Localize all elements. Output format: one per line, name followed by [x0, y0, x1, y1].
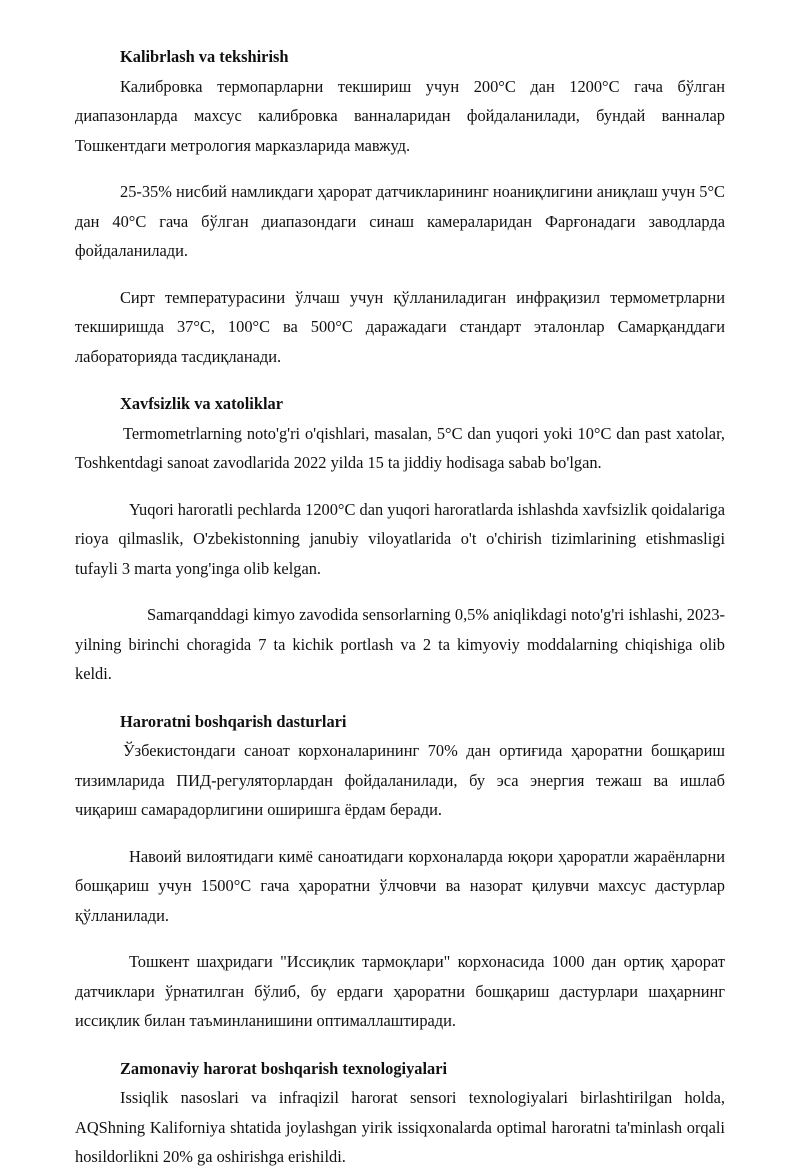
section-heading-safety: Xavfsizlik va xatoliklar: [120, 394, 283, 413]
paragraph: Samarqanddagi kimyo zavodida sensorlarning 0,5% aniqlikdagi noto'g'ri ishlashi, 2023-yilning birinchi choragida 7 ta kichik portlash va 2 ta kimyoviy moddalarning chiqishiga olib keldi.: [75, 605, 725, 683]
section-heading-control-programs: Haroratni boshqarish dasturlari: [120, 711, 347, 731]
paragraph: Issiqlik nasoslari va infraqizil harorat sensori texnologiyalari birlashtirilgan holda, AQShning Kaliforniya shtatida joylashgan yirik issiqxonalarda optimal haroratni ta'minlash orqali hosildorlikni 20% ga oshirishga erishildi.: [75, 1088, 725, 1166]
paragraph: 25-35% нисбий намликдаги ҳарорат датчикларининг ноаниқлигини аниқлаш учун 5°C дан 40°C гача бўлган диапазондаги синаш камераларидан Фарғонадаги заводларда фойдаланилади.: [75, 182, 725, 260]
section-heading-modern-technologies: Zamonaviy harorat boshqarish texnologiyalari: [120, 1058, 448, 1078]
document-page: [75, 42, 725, 1172]
paragraph: Навоий вилоятидаги кимё саноатидаги корхоналарда юқори ҳароратли жараёнларни бошқариш учун 1500°C гача ҳароратни ўлчовчи ва назорат қилувчи махсус дастурлар қўлланилади.: [75, 846, 725, 925]
paragraph: Калибровка термопарларни текшириш учун 200°C дан 1200°C гача бўлган диапазонларда махсус калибровка ванналаридан фойдаланилади, бундай ванналар Тошкентдаги метрология марказларида мавжуд.: [75, 76, 725, 155]
paragraph: Сирт температурасини ўлчаш учун қўлланиладиган инфрақизил термометрларни текширишда 37°C, 100°C ва 500°C даражадаги стандарт эталонлар Самарқанддаги лабораторияда тасдиқланади.: [75, 287, 725, 366]
paragraph: Termometrlarning noto'g'ri o'qishlari, masalan, 5°C dan yuqori yoki 10°C dan past xatolar, Toshkentdagi sanoat zavodlarida 2022 yilda 15 ta jiddiy hodisaga sabab bo'lgan.: [75, 423, 725, 472]
section-heading-calibration: Kalibrlash va tekshirish: [120, 47, 289, 66]
paragraph: Ўзбекистондаги саноат корхоналарининг 70% дан ортиғида ҳароратни бошқариш тизимларида ПИД-регуляторлардан фойдаланилади, бу эса энергия тежаш ва ишлаб чиқариш самарадорлигини оширишга ёрдам беради.: [75, 741, 725, 819]
paragraph: Тошкент шаҳридаги "Иссиқлик тармоқлари" корхонасида 1000 дан ортиқ ҳарорат датчиклари ўрнатилган бўлиб, бу ердаги ҳароратни бошқариш дастурлари шаҳарнинг иссиқлик билан таъминланишини оптималлаштиради.: [75, 952, 725, 1030]
paragraph: Yuqori haroratli pechlarda 1200°C dan yuqori haroratlarda ishlashda xavfsizlik qoidalariga rioya qilmaslik, O'zbekistonning janubiy viloyatlarida o't o'chirish tizimlarining etishmasligi tufayli 3 marta yong'inga olib kelgan.: [75, 499, 725, 578]
